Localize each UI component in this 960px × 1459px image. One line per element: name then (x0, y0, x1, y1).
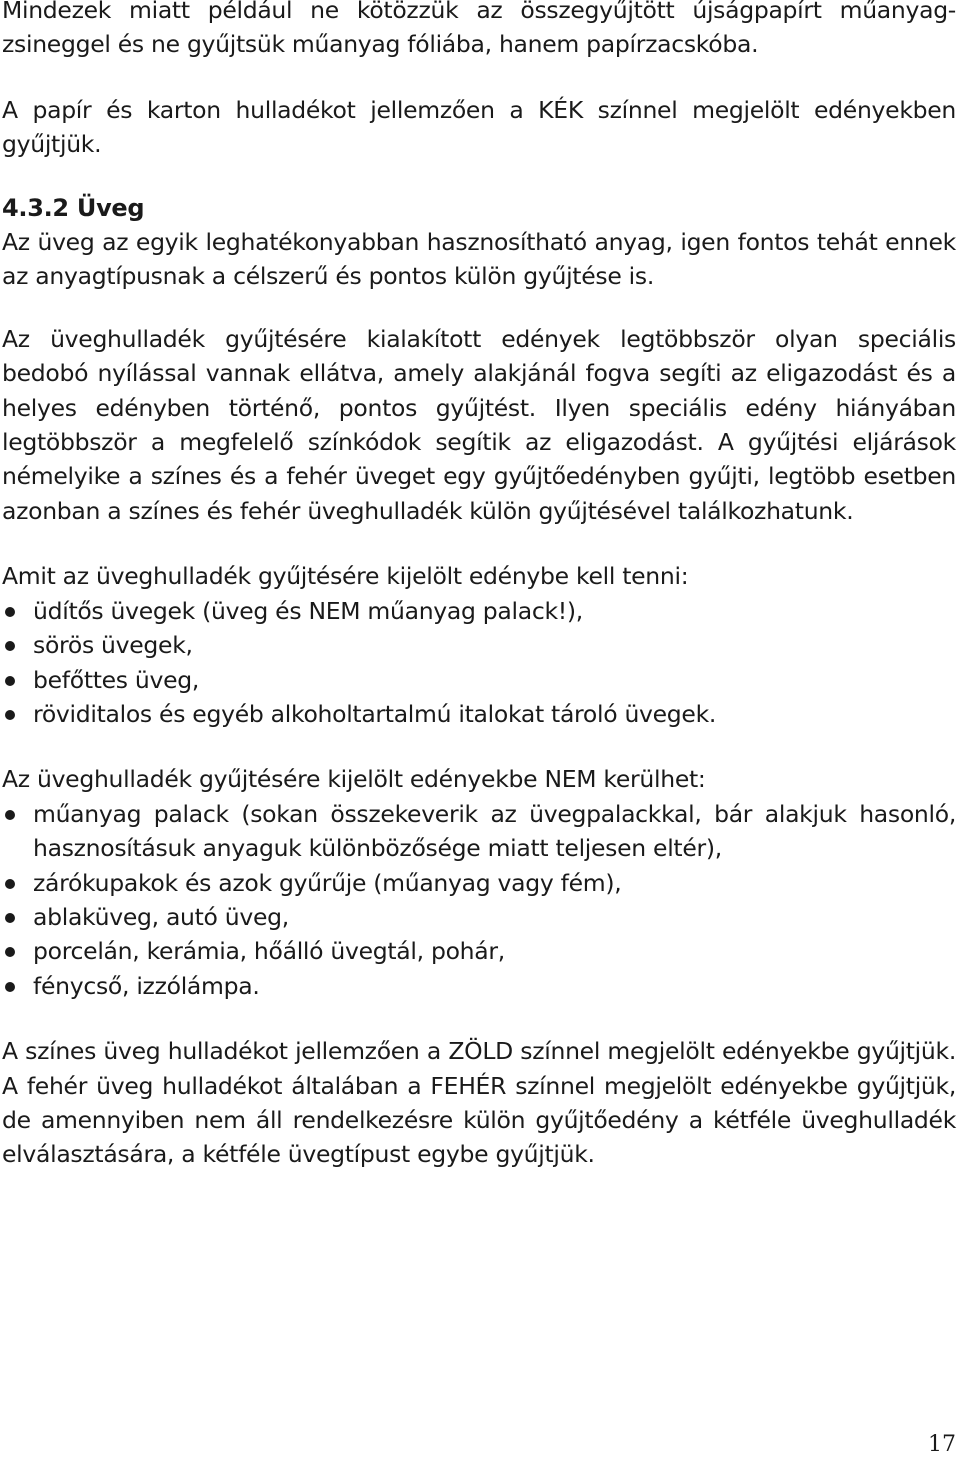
bullet-icon (5, 641, 15, 651)
bullet-icon (5, 879, 15, 889)
section-heading-glass: 4.3.2 Üveg (2, 193, 145, 222)
list-item-text: porcelán, kerámia, hőálló üvegtál, pohár, (33, 937, 505, 966)
paragraph-newspaper-tying: Mindezek miatt például ne kötözzük az összegyűjtött újságpapírt műanyag-zsineggel és ne gyűjtsük műanyag fóliába, hanem papírzacskóba. (2, 0, 956, 59)
list-item (2, 663, 956, 697)
bullet-icon (5, 810, 15, 820)
list-item-text: fénycső, izzólámpa. (33, 971, 260, 1000)
allowed-items-list (2, 594, 956, 732)
bullet-icon (5, 676, 15, 686)
list-item (2, 697, 956, 731)
bullet-icon (5, 710, 15, 720)
list-item-text: sörös üvegek, (33, 631, 193, 660)
paragraph-glass-intro: Az üveg az egyik leghatékonyabban hasznosítható anyag, igen fontos tehát ennek az anyagtípusnak a célszerű és pontos külön gyűjtése is. (2, 228, 956, 291)
list-item (2, 594, 956, 628)
bullet-icon (5, 913, 15, 923)
document-page (2, 0, 956, 1172)
page-number: 17 (928, 1432, 956, 1457)
list-item (2, 900, 956, 934)
list-item (2, 934, 956, 968)
bullet-icon (5, 982, 15, 992)
list-item-text: műanyag palack (sokan összekeverik az üvegpalackkal, bár alakjuk hasonló, hasznosításuk anyaguk különbözősége miatt teljesen eltér), (33, 799, 956, 863)
paragraph-glass-containers: Az üveghulladék gyűjtésére kialakított edények legtöbbször olyan speciális bedobó nyílással vannak ellátva, amely alakjánál fogva segíti az eligazodást és a helyes edényben történő, pontos gyűjtést. Ilyen speciális edény hiányában legtöbbször a megfelelő színkódok segítik az eligazodást. A gyűjtési eljárások némelyike a színes és a fehér üveget egy gyűjtőedényben gyűjti, legtöbb esetben azonban a színes és fehér üveghulladék külön gyűjtésével találkozhatunk. (2, 324, 956, 525)
list-item (2, 969, 956, 1003)
bullet-icon (5, 607, 15, 617)
paragraph-colored-glass: A színes üveg hulladékot jellemzően a ZÖLD színnel megjelölt edényekbe gyűjtjük. A fehér üveg hulladékot általában a FEHÉR színnel megjelölt edényekbe gyűjtjük, de amennyiben nem áll rendelkezésre külön gyűjtőedény a kétféle üveghulladék elválasztására, a kétféle üvegtípust egybe gyűjtjük. (2, 1037, 956, 1169)
list-item (2, 797, 956, 866)
list-item-text: befőttes üveg, (33, 665, 200, 694)
list-forbidden-intro: Az üveghulladék gyűjtésére kijelölt edényekbe NEM kerülhet: (2, 765, 706, 794)
paragraph-paper-bin-color: A papír és karton hulladékot jellemzően a KÉK színnel megjelölt edényekben gyűjtjük. (2, 95, 956, 159)
list-item-text: üdítős üvegek (üveg és NEM műanyag palack!), (33, 596, 583, 625)
forbidden-items-list (2, 797, 956, 1003)
list-item (2, 866, 956, 900)
list-item-text: ablaküveg, autó üveg, (33, 902, 289, 931)
list-item-text: zárókupakok és azok gyűrűje (műanyag vagy fém), (33, 868, 622, 897)
list-item (2, 628, 956, 662)
list-allowed-intro: Amit az üveghulladék gyűjtésére kijelölt edénybe kell tenni: (2, 562, 689, 591)
list-item-text: röviditalos és egyéb alkoholtartalmú italokat tároló üvegek. (33, 699, 717, 728)
bullet-icon (5, 947, 15, 957)
